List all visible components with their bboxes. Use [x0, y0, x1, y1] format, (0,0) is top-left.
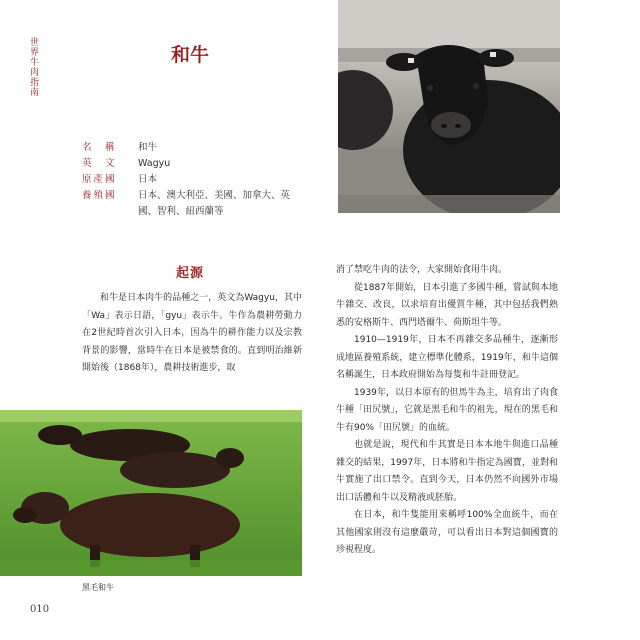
- paragraph: 在日本，和牛隻能用來稱呼100%全血統牛，而在其他國家則沒有這麼嚴苛，可以看出日本對這個國寶的珍視程度。: [336, 510, 558, 555]
- info-key: 英 文: [82, 158, 117, 169]
- paragraph: 也就是說，現代和牛其實是日本本地牛與進口品種雜交的結果，1997年，日本將和牛指定為國寶，並對和牛實施了出口禁令。直到今天，日本仍然不向國外市場出口活體和牛以及精液或胚胎。: [336, 440, 558, 503]
- info-row-english: [82, 156, 302, 172]
- info-value: 日本、澳大利亞、美國、加拿大、英國、智利、紐西蘭等: [138, 190, 291, 217]
- cows-illustration: [0, 410, 302, 576]
- paragraph: 從1887年開始，日本引進了多國牛種，嘗試與本地牛雜交、改良，以求培育出優質牛種，其中包括我們熟悉的安格斯牛、西門塔爾牛、荷斯坦牛等。: [336, 282, 558, 328]
- black-cow-photo: [338, 0, 560, 213]
- paragraph: 1939年，以日本原有的但馬牛為主，培育出了肉食牛種「田尻號」，它就是黑毛和牛的祖先，現在的黑毛和牛有90%「田尻號」的血統。: [336, 387, 558, 433]
- page-number: 010: [30, 604, 50, 615]
- cows-on-grass-photo: [0, 410, 302, 576]
- info-row-name: [82, 140, 302, 156]
- black-cow-illustration: [338, 0, 560, 213]
- info-value: Wagyu: [138, 158, 171, 169]
- info-row-breeding-countries: [82, 188, 302, 220]
- paragraph: 和牛是日本肉牛的品種之一，英文為Wagyu，其中「Wa」表示日語，「gyu」表示牛。牛作為農耕勞動力在2世紀時首次引入日本，因為牛的耕作能力以及宗教背景的影響，當時牛在日本是被禁食的。直到明治維新開始後（1868年），農耕技術進步，取: [82, 293, 302, 373]
- info-key: 原產國: [82, 174, 117, 185]
- info-row-origin: [82, 172, 302, 188]
- info-value: 和牛: [138, 142, 158, 153]
- left-column-text: [82, 290, 302, 378]
- section-title: 起源: [175, 266, 204, 281]
- info-table: [82, 140, 302, 220]
- page-title: 和牛: [170, 44, 209, 66]
- right-column-text: [336, 262, 558, 560]
- paragraph: 1910—1919年，日本不再雜交多品種牛，逐漸形成地區養殖系統，建立標準化體系，1919年，和牛這個名稱誕生，日本政府開始為每隻和牛註冊登記。: [336, 335, 558, 380]
- series-side-label: 世界牛肉指南: [30, 38, 40, 98]
- photo-caption: 黑毛和牛: [82, 583, 114, 592]
- info-key: 養殖國: [82, 190, 117, 201]
- info-key: 名 稱: [82, 142, 117, 153]
- paragraph: 消了禁吃牛肉的法令，大家開始食用牛肉。: [336, 265, 508, 275]
- info-value: 日本: [138, 174, 158, 185]
